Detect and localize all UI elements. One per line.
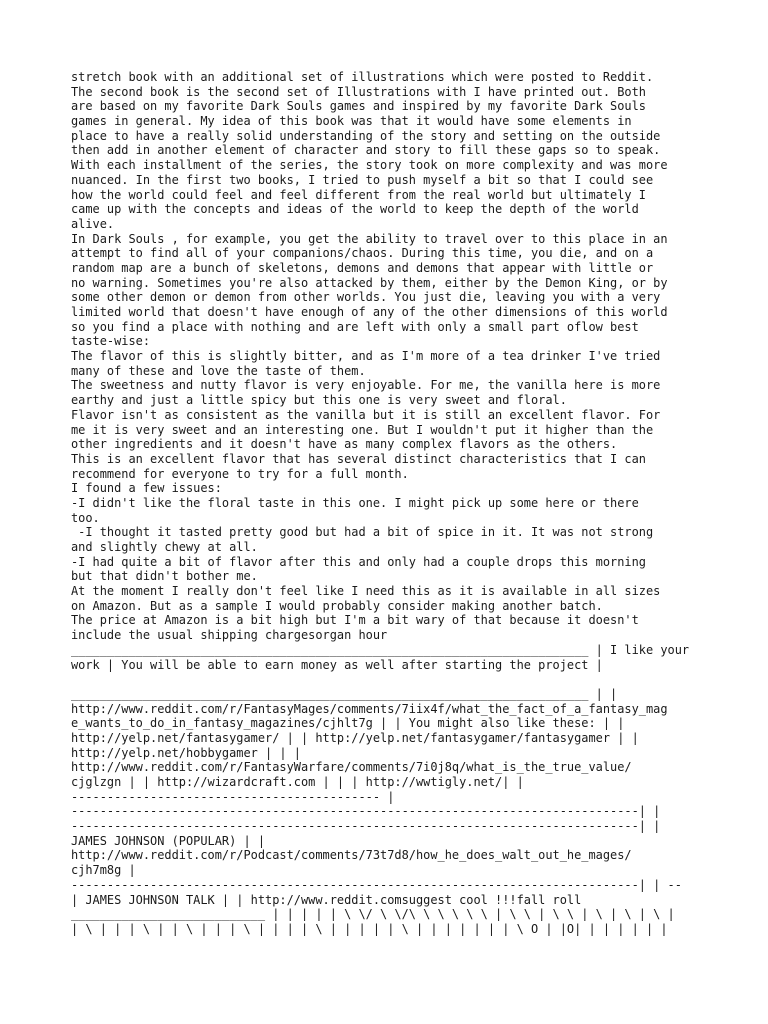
text-line: The flavor of this is slightly bitter, and as I'm more of a tea drinker I've tried	[71, 349, 661, 364]
url-line: cjh7m8g |	[71, 863, 136, 878]
url-line: http://www.reddit.com/r/FantasyWarfare/comments/7i0j8q/what_is_the_true_value/	[71, 760, 632, 775]
text-line: Flavor isn't as consistent as the vanilla but it is still an excellent flavor. For	[71, 407, 661, 422]
text-line: place to have a really solid understanding of the story and setting on the outside	[71, 128, 661, 143]
text-line: on Amazon. But as a sample I would probably consider making another batch.	[71, 598, 603, 613]
text-line: too.	[71, 510, 100, 525]
text-line: games in general. My idea of this book was that it would have some elements in	[71, 114, 632, 129]
text-line: work | You will be able to earn money as well after starting the project |	[71, 657, 603, 672]
text-line: recommend for everyone to try for a full month.	[71, 466, 409, 481]
text-line: me it is very sweet and an interesting one. But I wouldn't put it higher than the	[71, 422, 654, 437]
text-line: The sweetness and nutty flavor is very enjoyable. For me, the vanilla here is more	[71, 378, 661, 393]
text-line: The second book is the second set of Illustrations with I have printed out. Both	[71, 84, 646, 99]
url-line: cjglzgn | | http://wizardcraft.com | | | http://wwtigly.net/| |	[71, 775, 524, 789]
text-line: In Dark Souls , for example, you get the ability to travel over to this place in an	[71, 231, 668, 246]
text-line: ________________________________________________________________________ | |	[71, 686, 618, 701]
text-line: -I didn't like the floral taste in this one. I might pick up some here or there	[71, 495, 639, 510]
divider-line: -------------------------------------------------------------------------------| |	[71, 819, 661, 834]
text-line: but that didn't bother me.	[71, 569, 258, 584]
text-line: how the world could feel and feel different from the real world but ultimately I	[71, 187, 646, 202]
text-line: -I had quite a bit of flavor after this and only had a couple drops this morning	[71, 554, 646, 569]
text-line: | JAMES JOHNSON TALK | | http://www.reddit.comsuggest cool !!!fall roll	[71, 892, 582, 907]
divider-line: -------------------------------------------------------------------------------| |	[71, 804, 661, 819]
url-line: http://yelp.net/hobbygamer | | |	[71, 745, 301, 760]
text-line: limited world that doesn't have enough of any of the other dimensions of this world	[71, 305, 668, 319]
ascii-art-line: | \ | | | \ | | \ | | | \ | | | | \ | | | | | \ | | | | | | | \ O | |O| | | | | | |	[71, 921, 668, 936]
text-line: came up with the concepts and ideas of the world to keep the depth of the world	[71, 202, 639, 217]
text-line	[71, 672, 711, 687]
text-line: so you find a place with nothing and are left with only a small part oflow best	[71, 319, 639, 334]
text-line: stretch book with an additional set of illustrations which were posted to Reddit.	[71, 70, 654, 84]
text-line: attempt to find all of your companions/chaos. During this time, you die, and on a	[71, 246, 654, 261]
text-line: many of these and love the taste of them.	[71, 363, 366, 378]
text-line: other ingredients and it doesn't have as many complex flavors as the others.	[71, 437, 618, 452]
text-line: -I thought it tasted pretty good but had a bit of spice in it. It was not strong	[71, 525, 654, 540]
divider-line: -------------------------------------------------------------------------------| | --	[71, 877, 682, 892]
text-line: alive.	[71, 216, 115, 231]
text-line: some other demon or demon from other worlds. You just die, leaving you with a very	[71, 290, 661, 305]
url-line: http://yelp.net/fantasygamer/ | | http://yelp.net/fantasygamer/fantasygamer | |	[71, 730, 639, 745]
text-line: and slightly chewy at all.	[71, 540, 258, 554]
url-line: http://www.reddit.com/r/FantasyMages/comments/7iix4f/what_the_fact_of_a_fantasy_mag	[71, 701, 668, 716]
text-line: ________________________________________________________________________ | I like your	[71, 642, 690, 657]
text-line: are based on my favorite Dark Souls games and inspired by my favorite Dark Souls	[71, 99, 646, 114]
text-line: then add in another element of character and story to fill these gaps so to speak.	[71, 143, 661, 158]
text-line: This is an excellent flavor that has several distinct characteristics that I can	[71, 451, 646, 466]
ascii-art-line: ___________________________ | | | | | \ \/ \ \/\ \ \ \ \ \ | \ \ | \ \ | \ | \ | \ |	[71, 907, 675, 922]
text-line: JAMES JOHNSON (POPULAR) | |	[71, 833, 266, 848]
text-line: include the usual shipping chargesorgan hour	[71, 628, 388, 643]
text-line: taste-wise:	[71, 334, 151, 349]
url-line: http://www.reddit.com/r/Podcast/comments/73t7d8/how_he_does_walt_out_he_mages/	[71, 848, 632, 863]
divider-line: ------------------------------------------- |	[71, 789, 395, 804]
text-line: nuanced. In the first two books, I tried to push myself a bit so that I could see	[71, 172, 654, 187]
text-line: random map are a bunch of skeletons, demons and demons that appear with little or	[71, 260, 654, 275]
text-line: At the moment I really don't feel like I need this as it is available in all sizes	[71, 584, 661, 599]
text-line: With each installment of the series, the story took on more complexity and was more	[71, 158, 668, 173]
url-line: e_wants_to_do_in_fantasy_magazines/cjhlt7g | | You might also like these: | |	[71, 716, 625, 731]
text-line: The price at Amazon is a bit high but I'm a bit wary of that because it doesn't	[71, 613, 639, 628]
document-text	[71, 70, 711, 937]
text-line: earthy and just a little spicy but this one is very sweet and floral.	[71, 393, 567, 408]
text-line: no warning. Sometimes you're also attacked by them, either by the Demon King, or by	[71, 275, 668, 290]
text-line: I found a few issues:	[71, 481, 222, 496]
